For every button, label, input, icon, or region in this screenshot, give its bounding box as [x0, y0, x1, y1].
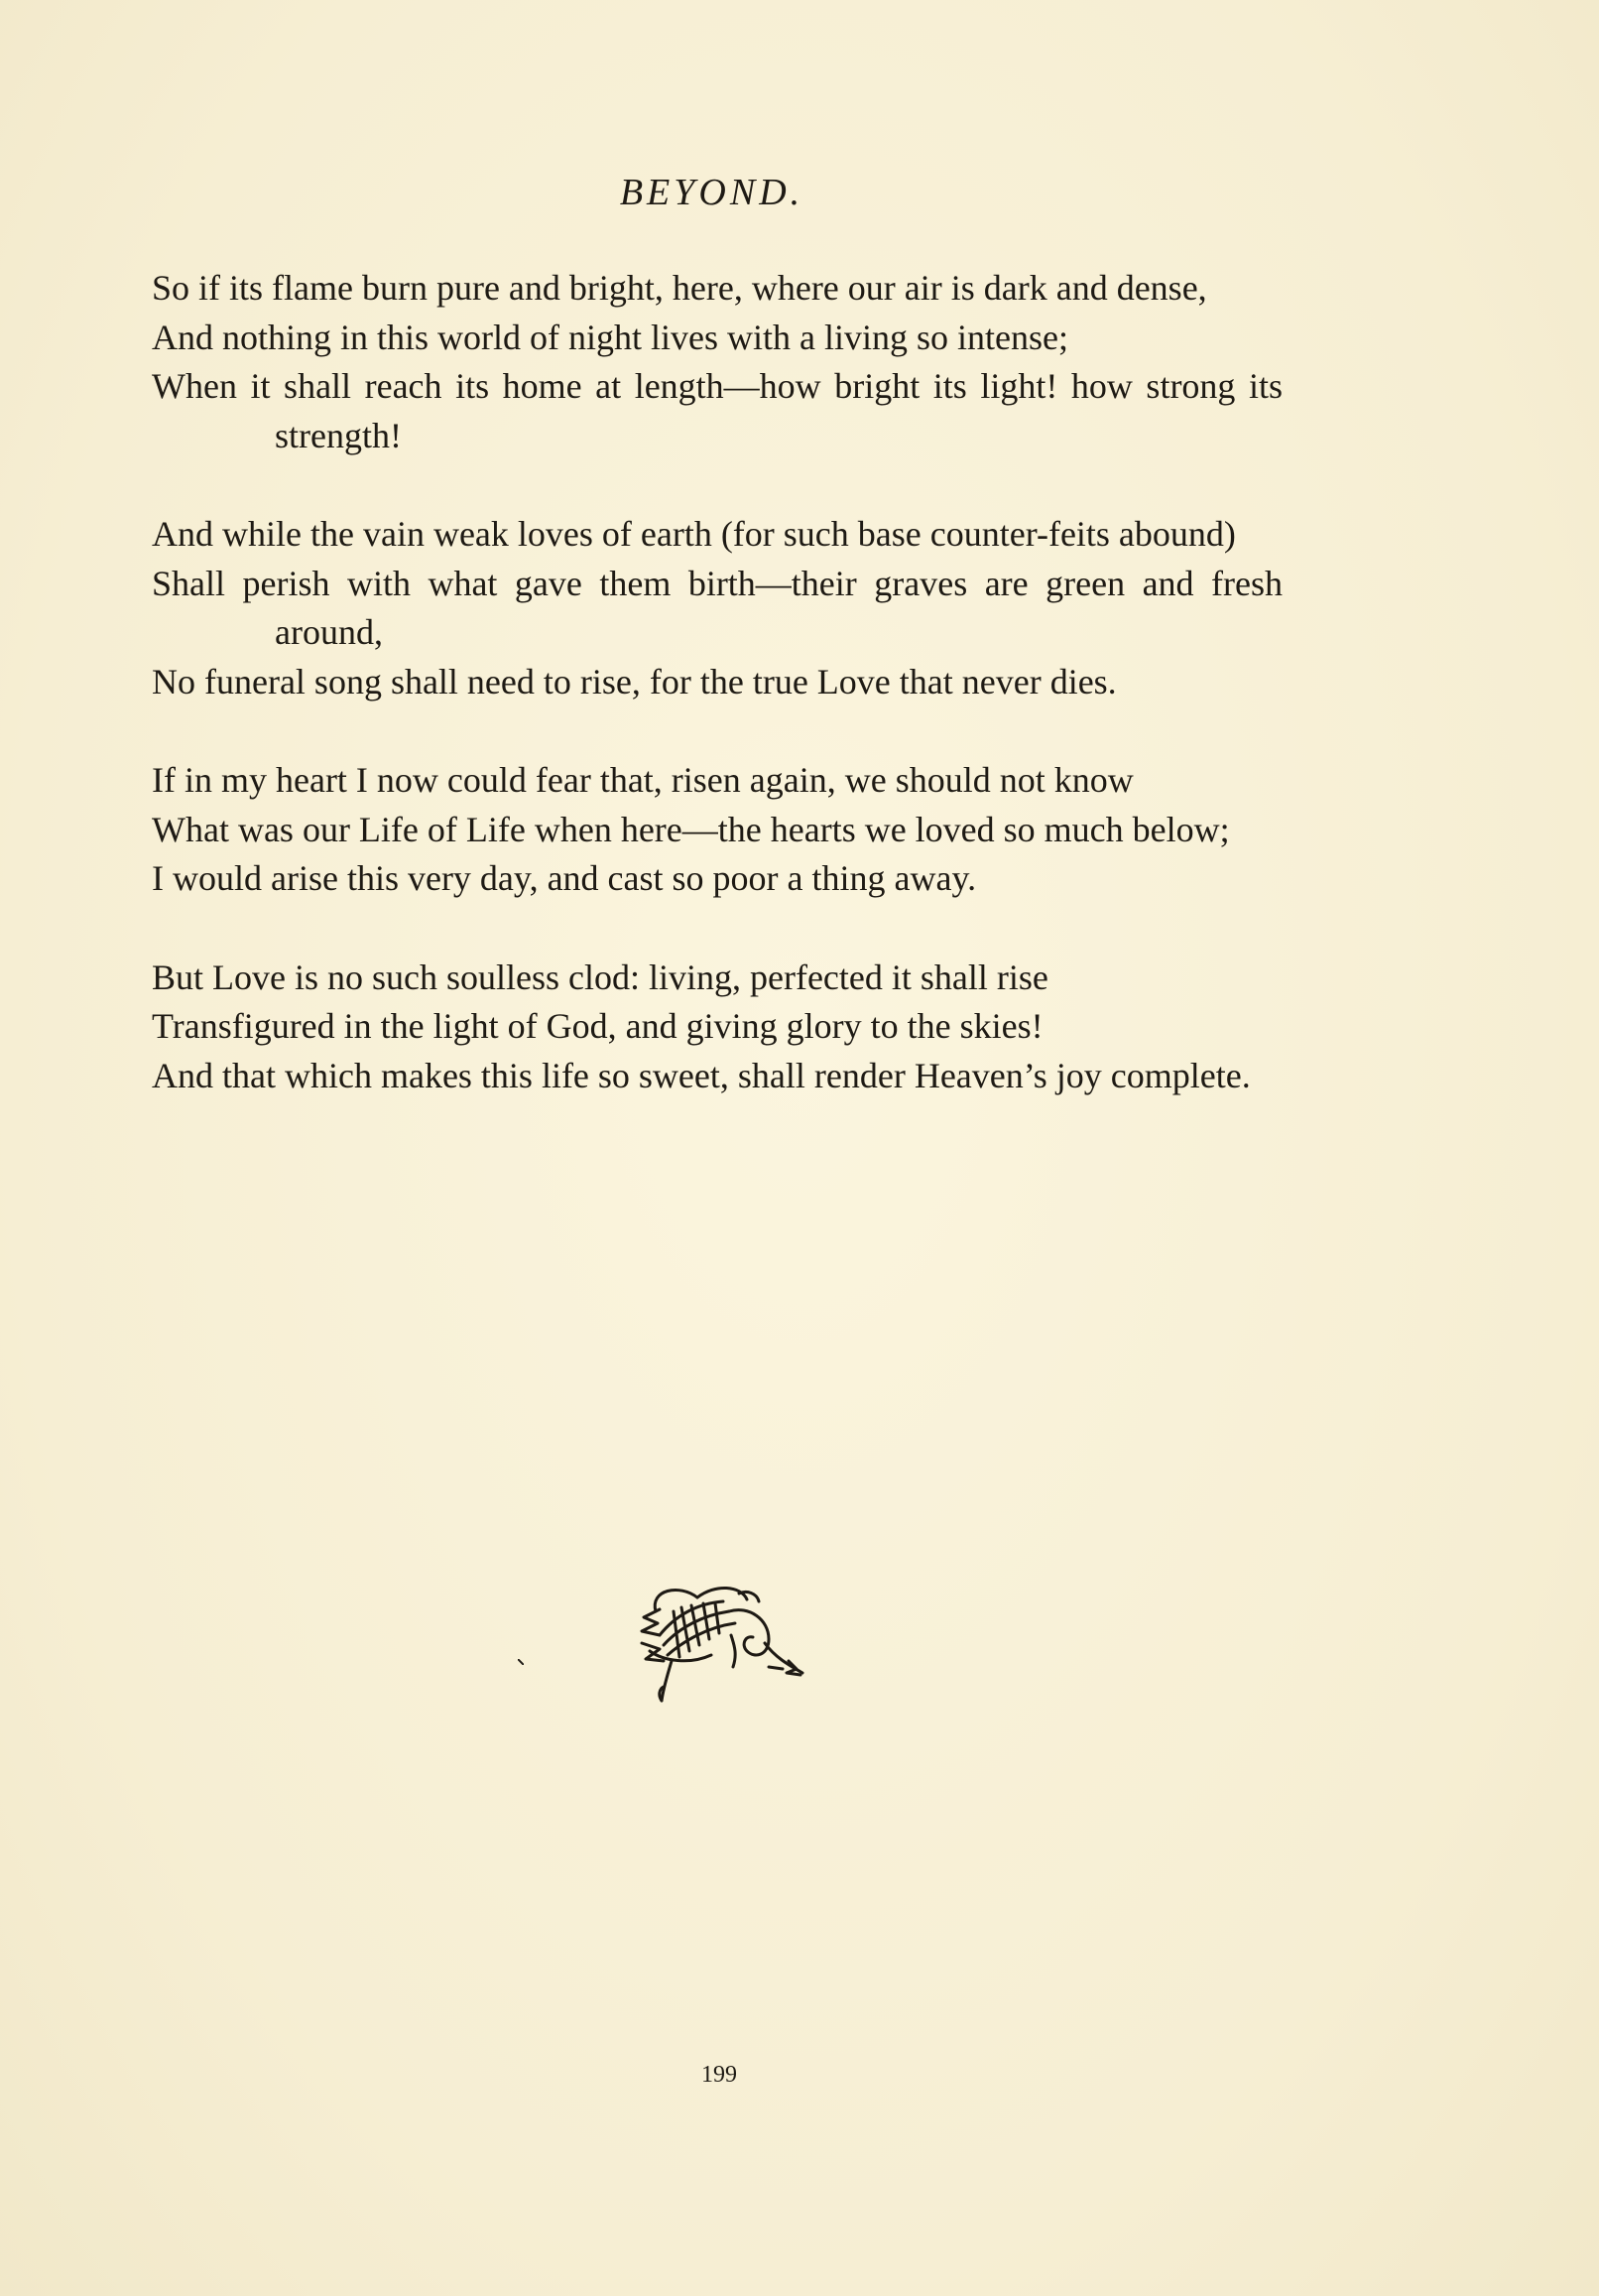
stanza-4 [152, 954, 1283, 1101]
poem-line: No funeral song shall need to rise, for the true Love that never dies. [152, 661, 1117, 702]
stray-mark-icon [518, 1659, 524, 1665]
stanza-1 [152, 264, 1283, 460]
floral-tailpiece-icon [620, 1576, 818, 1703]
poem-line: And that which makes this life so sweet, shall render Heaven’s joy complete. [152, 1055, 1251, 1095]
poem-line: Shall perish with what gave them birth—their graves are green and fresh around, [152, 563, 1283, 652]
stanza-2 [152, 510, 1283, 706]
poem-line: But Love is no such soulless clod: living, perfected it shall rise [152, 957, 1048, 997]
poem-line: When it shall reach its home at length—how bright its light! how strong its strength! [152, 366, 1283, 455]
poem-line: What was our Life of Life when here—the hearts we loved so much below; [152, 809, 1230, 849]
poem-line: If in my heart I now could fear that, risen again, we should not know [152, 760, 1134, 800]
poem-line: I would arise this very day, and cast so poor a thing away. [152, 858, 977, 898]
stanza-3 [152, 756, 1283, 904]
poem-line: And while the vain weak loves of earth (for such base counter-feits abound) [152, 514, 1236, 554]
poem-line: So if its flame burn pure and bright, here, where our air is dark and dense, [152, 268, 1207, 308]
poem-line: And nothing in this world of night lives with a living so intense; [152, 317, 1068, 357]
running-head: BEYOND. [619, 172, 804, 213]
poem-line: Transfigured in the light of God, and giving glory to the skies! [152, 1006, 1044, 1046]
poem [152, 264, 1283, 1150]
page-number: 199 [701, 2062, 737, 2088]
